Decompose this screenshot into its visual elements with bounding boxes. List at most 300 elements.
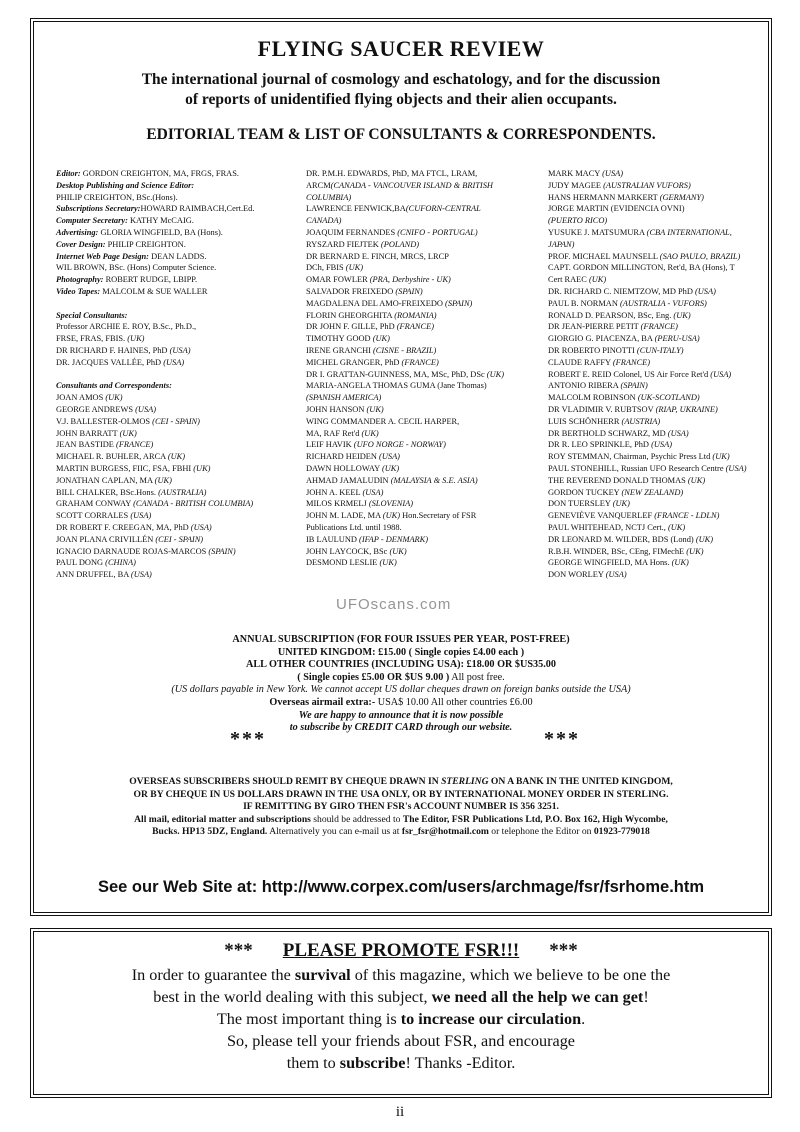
staff-entry <box>548 239 770 251</box>
entry-name: PROF. MICHAEL MAUNSELL <box>548 251 660 261</box>
promote-line <box>44 1052 758 1074</box>
promote-stars: *** <box>549 940 578 961</box>
entry-location: (POLAND) <box>380 239 420 249</box>
staff-entry <box>56 180 296 192</box>
staff-entry <box>56 487 296 499</box>
entry-location: (UK) <box>667 522 686 532</box>
entry-location: (SPANISH AMERICA) <box>306 393 382 403</box>
entry-location: (UK) <box>361 428 379 438</box>
single-copies-line <box>54 672 748 685</box>
entry-location: (UK) <box>686 546 704 556</box>
entry-location: (USA) <box>710 369 732 379</box>
entry-name: IB LAULUND <box>306 534 360 544</box>
entry-name: DR LEONARD M. WILDER, BDS (Lond) <box>548 534 696 544</box>
staff-entry <box>56 203 296 215</box>
staff-entry <box>306 203 546 215</box>
staff-entry <box>548 180 770 192</box>
promote-line <box>44 964 758 986</box>
staff-entry <box>306 416 546 428</box>
entry-name: DAWN HOLLOWAY <box>306 463 382 473</box>
staff-entry <box>548 168 770 180</box>
entry-name: SALVADOR FREIXEDO <box>306 286 396 296</box>
entry-location: (AUSTRALIA - VUFORS) <box>619 298 707 308</box>
entry-name: CLAUDE RAFFY <box>548 357 613 367</box>
entry-name: DR BERTHOLD SCHWARZ, MD <box>548 428 668 438</box>
entry-name: DEAN LADDS. <box>148 251 207 261</box>
entry-location: (UK-SCOTLAND) <box>637 393 700 403</box>
entry-note: Hon.Secretary of FSR <box>400 511 477 521</box>
entry-name: ROY STEMMAN, Chairman, Psychic Press Ltd <box>548 452 713 462</box>
entry-location: (GERMANY) <box>659 192 704 202</box>
staff-entry <box>548 227 770 239</box>
staff-entry <box>56 357 296 369</box>
entry-location: (UK) <box>366 404 384 414</box>
entry-name: WIL BROWN, BSc. (Hons) Computer Science. <box>56 263 217 273</box>
entry-location: (CISNE - BRAZIL) <box>373 345 437 355</box>
entry-location: (UK) <box>127 334 145 344</box>
entry-location: (MALAYSIA & S.E. ASIA) <box>390 475 478 485</box>
promote-text: ! <box>643 988 649 1006</box>
entry-name: GLORIA WINGFIELD, BA (Hons). <box>98 227 223 237</box>
entry-name: JORGE MARTIN (EVIDENCIA OVNI) <box>548 204 685 214</box>
entry-location: (UK) <box>379 558 397 568</box>
staff-entry <box>548 546 770 558</box>
entry-location: (CUN-ITALY) <box>636 345 684 355</box>
address-text: should be addressed to <box>310 813 403 825</box>
entry-location: (USA) <box>135 404 157 414</box>
entry-location: (USA) <box>694 286 716 296</box>
staff-entry <box>548 203 770 215</box>
entry-location: (UK) <box>193 463 211 473</box>
entry-name: MARIA-ANGELA THOMAS GUMA (Jane Thomas) <box>306 381 487 391</box>
entry-location: (UK) <box>105 393 123 403</box>
staff-entry <box>56 557 296 569</box>
staff-entry <box>306 369 546 381</box>
staff-column-2 <box>306 168 546 569</box>
entry-location: (FRANCE) <box>116 440 154 450</box>
role-label: Internet Web Page Design: <box>56 251 149 261</box>
staff-entry <box>306 487 546 499</box>
entry-name: SCOTT CORRALES <box>56 511 131 521</box>
staff-entry <box>306 310 546 322</box>
entry-location: (SPAIN) <box>208 546 236 556</box>
staff-entry <box>548 286 770 298</box>
staff-entry <box>306 227 546 239</box>
staff-entry <box>56 310 296 322</box>
entry-name: AHMAD JAMALUDIN <box>306 475 391 485</box>
entry-location: (FRANCE) <box>640 322 678 332</box>
staff-entry <box>548 416 770 428</box>
staff-entry <box>548 380 770 392</box>
team-heading: EDITORIAL TEAM & LIST OF CONSULTANTS & CORRESPONDENTS. <box>146 126 656 143</box>
entry-name: PAUL STONEHILL, Russian UFO Research Centre <box>548 463 726 473</box>
entry-name: JOHN HANSON <box>306 404 367 414</box>
other-countries-price: ALL OTHER COUNTRIES (INCLUDING USA): £18.00 OR $US35.00 <box>246 659 556 671</box>
entry-name: ROBERT RUDGE, LBIPP. <box>103 275 198 285</box>
staff-entry <box>306 215 546 227</box>
role-label: Consultants and Correspondents: <box>56 381 172 391</box>
staff-entry <box>548 498 770 510</box>
staff-entry <box>306 522 546 534</box>
role-label: Video Tapes: <box>56 286 101 296</box>
entry-location: (CEI - SPAIN) <box>155 534 204 544</box>
entry-name: LAWRENCE FENWICK,BA <box>306 204 406 214</box>
entry-name: MALCOLM & SUE WALLER <box>100 286 208 296</box>
promote-text: . <box>581 1010 586 1028</box>
promote-heading <box>34 940 768 962</box>
staff-entry <box>306 534 546 546</box>
entry-name: LUIS SCHÖNHERR <box>548 416 622 426</box>
entry-name: DR ROBERT F. CREEGAN, MA, PhD <box>56 522 191 532</box>
entry-location: (CBA INTERNATIONAL, <box>646 227 732 237</box>
entry-name: HANS HERMANN MARKERT <box>548 192 660 202</box>
entry-name: MICHAEL R. BUHLER, ARCA <box>56 452 168 462</box>
entry-name: JUDY MAGEE <box>548 180 604 190</box>
entry-location: (UK) <box>588 275 607 285</box>
subscription-info <box>54 634 748 735</box>
entry-name: DR R. LEO SPRINKLE, PhD <box>548 440 652 450</box>
staff-entry <box>56 274 296 286</box>
staff-entry <box>56 404 296 416</box>
entry-name: PAUL WHITEHEAD, NCTJ Cert., <box>548 522 668 532</box>
promote-title: PLEASE PROMOTE FSR!!! <box>282 940 520 961</box>
role-label: Editor: <box>56 169 81 178</box>
entry-location: (PUERTO RICO) <box>548 216 608 226</box>
staff-entry <box>306 262 546 274</box>
staff-entry <box>306 510 546 522</box>
promote-text: The most important thing is <box>216 1010 401 1028</box>
staff-entry <box>548 404 770 416</box>
promote-stars: *** <box>224 940 253 961</box>
staff-entry <box>56 251 296 263</box>
airmail-line <box>54 697 748 710</box>
entry-location: (USA) <box>605 570 627 580</box>
staff-entry <box>548 510 770 522</box>
promote-message <box>44 964 758 1074</box>
entry-location: (UK) <box>381 463 400 473</box>
staff-entry <box>306 192 546 204</box>
staff-entry <box>548 487 770 499</box>
staff-entry <box>548 475 770 487</box>
staff-entry <box>56 369 296 381</box>
entry-name: Cert RAEC <box>548 275 589 285</box>
entry-name: JOHN BARRATT <box>56 428 120 438</box>
staff-entry <box>548 534 770 546</box>
staff-entry <box>306 392 546 404</box>
entry-name: DR VLADIMIR V. RUBTSOV <box>548 404 656 414</box>
staff-entry <box>306 168 546 180</box>
staff-entry <box>56 546 296 558</box>
staff-entry <box>56 475 296 487</box>
entry-name: PHILIP CREIGHTON, BSc.(Hons). <box>56 192 178 202</box>
entry-name: MARTIN BURGESS, FIIC, FSA, FBHI <box>56 463 194 473</box>
entry-location: (UK) <box>712 452 730 462</box>
entry-location: (NEW ZEALAND) <box>621 487 684 497</box>
entry-name: GORDON CREIGHTON, MA, FRGS, FRAS. <box>80 169 239 178</box>
page-number: ii <box>395 1104 405 1120</box>
role-label: Advertising: <box>56 227 99 237</box>
masthead-frame <box>30 18 772 916</box>
entry-location: (SAO PAULO, BRAZIL) <box>659 251 741 261</box>
staff-entry <box>56 239 296 251</box>
post-free-note: All post free. <box>449 671 505 683</box>
credit-card-announce: We are happy to announce that it is now possible <box>298 709 504 721</box>
entry-location: (USA) <box>169 345 191 355</box>
staff-entry <box>306 557 546 569</box>
entry-name: GIORGIO G. PIACENZA, BA <box>548 334 655 344</box>
staff-entry <box>548 321 770 333</box>
staff-entry <box>306 357 546 369</box>
promote-line: So, please tell your friends about FSR, and encourage <box>227 1032 575 1050</box>
entry-name: BILL CHALKER, BSc.Hons. <box>56 487 159 497</box>
staff-entry <box>306 180 546 192</box>
entry-name: R.B.H. WINDER, BSc, CEng, FIMechE <box>548 546 687 556</box>
staff-entry <box>548 251 770 263</box>
staff-entry <box>548 215 770 227</box>
entry-location: (UK) <box>345 263 364 273</box>
role-label: Special Consultants: <box>56 310 128 320</box>
entry-name: MALCOLM ROBINSON <box>548 393 638 403</box>
staff-entry <box>56 392 296 404</box>
stars-left: *** <box>230 728 266 750</box>
entry-location: (UK) <box>673 310 691 320</box>
entry-location: JAPAN) <box>548 239 575 249</box>
staff-entry <box>56 510 296 522</box>
staff-column-1 <box>56 168 296 581</box>
entry-location: (UFO NORGE - NORWAY) <box>353 440 446 450</box>
entry-name: YUSUKE J. MATSUMURA <box>548 227 647 237</box>
address-text: Alternatively you can e-mail us at <box>267 826 402 838</box>
entry-name: DR I. GRATTAN-GUINNESS, MA, MSc, PhD, DSc <box>306 369 487 379</box>
staff-entry <box>56 298 296 310</box>
entry-name: DR. JACQUES VALLÉE, PhD <box>56 357 164 367</box>
entry-location: (FRANCE) <box>401 357 439 367</box>
credit-card-website: to subscribe by CREDIT CARD through our website. <box>289 722 513 734</box>
staff-entry <box>56 192 296 204</box>
entry-location: (UK) <box>389 546 407 556</box>
entry-location: (USA) <box>163 357 185 367</box>
staff-entry <box>548 345 770 357</box>
entry-name: FLORIN GHEORGHITA <box>306 310 395 320</box>
entry-name: JOHN A. KEEL <box>306 487 363 497</box>
remit-line-1 <box>54 776 748 789</box>
staff-entry <box>306 498 546 510</box>
email-address: fsr_fsr@hotmail.com <box>401 826 489 838</box>
address-text: All mail, editorial matter and subscriptions <box>134 813 311 825</box>
entry-name: DR ROBERTO PINOTTI <box>548 345 637 355</box>
staff-entry <box>56 569 296 581</box>
entry-location: (UK) <box>154 475 172 485</box>
remit-text: ON A BANK IN THE UNITED KINGDOM, <box>488 776 673 787</box>
entry-name: DON WORLEY <box>548 570 606 580</box>
staff-entry <box>56 451 296 463</box>
entry-name: MARK MACY <box>548 169 603 178</box>
entry-location: (UK) <box>687 475 706 485</box>
entry-location: (USA) <box>602 169 624 178</box>
entry-location: (AUSTRALIA) <box>158 487 207 497</box>
entry-name: JOAN PLANA CRIVILLÉN <box>56 534 156 544</box>
entry-name: JOHN M. LADE, MA <box>306 511 383 521</box>
promote-box <box>30 928 772 1098</box>
entry-name: JEAN BASTIDE <box>56 440 117 450</box>
entry-location: (USA) <box>362 487 384 497</box>
entry-name: LEIF HAVIK <box>306 440 354 450</box>
entry-location: (CUFORN-CENTRAL <box>405 204 481 214</box>
phone-number: 01923-779018 <box>593 826 650 838</box>
staff-entry <box>306 404 546 416</box>
entry-name: CAPT. GORDON MILLINGTON, Ret'd, BA (Hons), T <box>548 263 735 273</box>
magazine-title: FLYING SAUCER REVIEW <box>257 36 545 61</box>
entry-location: (CHINA) <box>105 558 136 568</box>
stars-right: *** <box>544 728 580 750</box>
entry-location: (UK) <box>695 534 714 544</box>
entry-name: DR JOHN F. GILLE, PhD <box>306 322 397 332</box>
entry-location: (CANADA - VANCOUVER ISLAND & BRITISH <box>330 180 493 190</box>
entry-location: (RIAP, UKRAINE) <box>655 404 718 414</box>
promote-emphasis: to increase our circulation <box>400 1010 582 1028</box>
entry-name: PAUL DONG <box>56 558 106 568</box>
staff-entry <box>306 286 546 298</box>
entry-location: (UK) <box>167 452 186 462</box>
entry-name: ANN DRUFFEL, BA <box>56 570 131 580</box>
staff-entry <box>306 451 546 463</box>
subtitle-line: The international journal of cosmology and eschatology, and for the discussion <box>141 71 661 88</box>
entry-name: V.J. BALLESTER-OLMOS <box>56 416 153 426</box>
entry-name: GORDON TUCKEY <box>548 487 622 497</box>
entry-location: (UK) <box>119 428 137 438</box>
staff-entry <box>548 274 770 286</box>
entry-location: (CEI - SPAIN) <box>152 416 200 426</box>
sterling-word: STERLING <box>441 776 489 787</box>
staff-entry <box>306 274 546 286</box>
staff-entry <box>548 192 770 204</box>
entry-name: RONALD D. PEARSON, BSc, Eng. <box>548 310 674 320</box>
entry-name: MILOS KRMELJ <box>306 499 369 509</box>
uk-price: UNITED KINGDOM: £15.00 ( Single copies £4.00 each ) <box>277 646 525 658</box>
staff-entry <box>306 546 546 558</box>
entry-location: (FRANCE) <box>396 322 434 332</box>
staff-entry <box>306 321 546 333</box>
giro-account: IF REMITTING BY GIRO THEN FSR's ACCOUNT NUMBER IS 356 3251. <box>243 801 559 813</box>
promote-line <box>44 1008 758 1030</box>
entry-name: GRAHAM CONWAY <box>56 499 134 509</box>
entry-location: (USA) <box>130 570 152 580</box>
entry-name: DR. P.M.H. EDWARDS, PhD, MA FTCL, LRAM, <box>306 169 478 178</box>
entry-name: DR JEAN-PIERRE PETIT <box>548 322 641 332</box>
staff-entry <box>548 463 770 475</box>
entry-name: FRSE, FRAS, FBIS. <box>56 334 128 344</box>
staff-entry <box>548 392 770 404</box>
entry-location: (SPAIN) <box>620 381 648 391</box>
entry-name: HOWARD RAIMBACH,Cert.Ed. <box>140 204 255 214</box>
staff-entry <box>56 522 296 534</box>
entry-location: (FRANCE - LDLN) <box>654 511 720 521</box>
promote-text: ! Thanks -Editor. <box>405 1054 516 1072</box>
entry-name: IRENE GRANCHI <box>306 345 373 355</box>
role-label: Photography: <box>56 275 104 285</box>
remit-text: OVERSEAS SUBSCRIBERS SHOULD REMIT BY CHEQUE DRAWN IN <box>129 776 442 787</box>
entry-location: (USA) <box>190 522 212 532</box>
staff-column-3 <box>548 168 770 581</box>
entry-location: (UK) <box>382 511 400 521</box>
entry-name: JOHN LAYCOCK, BSc <box>306 546 390 556</box>
staff-entry <box>56 262 296 274</box>
entry-location: (USA) <box>651 440 673 450</box>
entry-name: KATHY McCAIG. <box>127 216 194 226</box>
entry-location: (FRANCE) <box>612 357 651 367</box>
entry-name: MICHEL GRANGER, PhD <box>306 357 402 367</box>
single-copies-price: ( Single copies £5.00 OR $US 9.00 ) <box>297 671 450 683</box>
entry-name: IGNACIO DARNAUDE ROJAS-MARCOS <box>56 546 209 556</box>
staff-entry <box>306 345 546 357</box>
staff-entry <box>306 333 546 345</box>
staff-entry <box>56 498 296 510</box>
staff-entry <box>548 428 770 440</box>
entry-name: GEORGE ANDREWS <box>56 404 136 414</box>
entry-name: DESMOND LESLIE <box>306 558 380 568</box>
remittance-info <box>54 776 748 839</box>
promote-text: best in the world dealing with this subject, <box>153 988 432 1006</box>
entry-name: ANTONIO RIBERA <box>548 381 621 391</box>
role-label: Subscriptions Secretary: <box>56 204 141 214</box>
role-label: Desktop Publishing and Science Editor: <box>56 180 195 190</box>
entry-location: (CANADA - BRITISH COLUMBIA) <box>133 499 254 509</box>
entry-name: DR. RICHARD C. NIEMTZOW, MD PhD <box>548 286 695 296</box>
entry-location: (IFAP - DENMARK) <box>359 534 429 544</box>
entry-name: RYSZARD FIEJTEK <box>306 239 381 249</box>
promote-text: In order to guarantee the <box>131 966 295 984</box>
staff-entry <box>548 310 770 322</box>
entry-name: MAGDALENA DEL AMO-FREIXEDO <box>306 298 446 308</box>
staff-entry <box>56 428 296 440</box>
airmail-label: Overseas airmail extra:- <box>269 696 376 708</box>
entry-location: (USA) <box>379 452 400 462</box>
entry-location: (PRA, Derbyshire - UK) <box>369 275 451 285</box>
entry-name: JOAN AMOS <box>56 393 106 403</box>
entry-location: (AUSTRIA) <box>621 416 661 426</box>
entry-name: WING COMMANDER A. CECIL HARPER, <box>306 416 460 426</box>
entry-name: PHILIP CREIGHTON. <box>105 239 186 249</box>
staff-entry <box>306 251 546 263</box>
watermark-text: UFOscans.com <box>336 596 452 613</box>
entry-name: THE REVEREND DONALD THOMAS <box>548 475 688 485</box>
entry-location: CANADA) <box>306 216 342 226</box>
staff-entry <box>56 215 296 227</box>
entry-location: (SLOVENIA) <box>368 499 414 509</box>
staff-entry <box>548 522 770 534</box>
staff-entry <box>306 239 546 251</box>
staff-entry <box>56 333 296 345</box>
staff-entry <box>56 345 296 357</box>
entry-location: (SPAIN) <box>445 298 473 308</box>
entry-name: DR BERNARD E. FINCH, MRCS, LRCP <box>306 251 449 261</box>
address-text: Bucks. HP13 5DZ, England. <box>152 826 268 838</box>
entry-location: (UK) <box>372 334 390 344</box>
entry-name: PAUL B. NORMAN <box>548 298 620 308</box>
staff-entry <box>306 428 546 440</box>
entry-name: Publications Ltd. until 1988. <box>306 522 402 532</box>
staff-entry <box>306 475 546 487</box>
promote-emphasis: survival <box>294 966 351 984</box>
promote-emphasis: we need all the help we can get <box>431 988 644 1006</box>
entry-name: JONATHAN CAPLAN, MA <box>56 475 155 485</box>
website-line: See our Web Site at: http://www.corpex.com/users/archmage/fsr/fsrhome.htm <box>97 878 705 896</box>
entry-name: TIMOTHY GOOD <box>306 334 373 344</box>
staff-entry <box>548 451 770 463</box>
entry-location: (USA) <box>130 511 152 521</box>
entry-location: (AUSTRALIAN VUFORS) <box>603 180 691 190</box>
entry-location: (ROMANIA) <box>394 310 437 320</box>
